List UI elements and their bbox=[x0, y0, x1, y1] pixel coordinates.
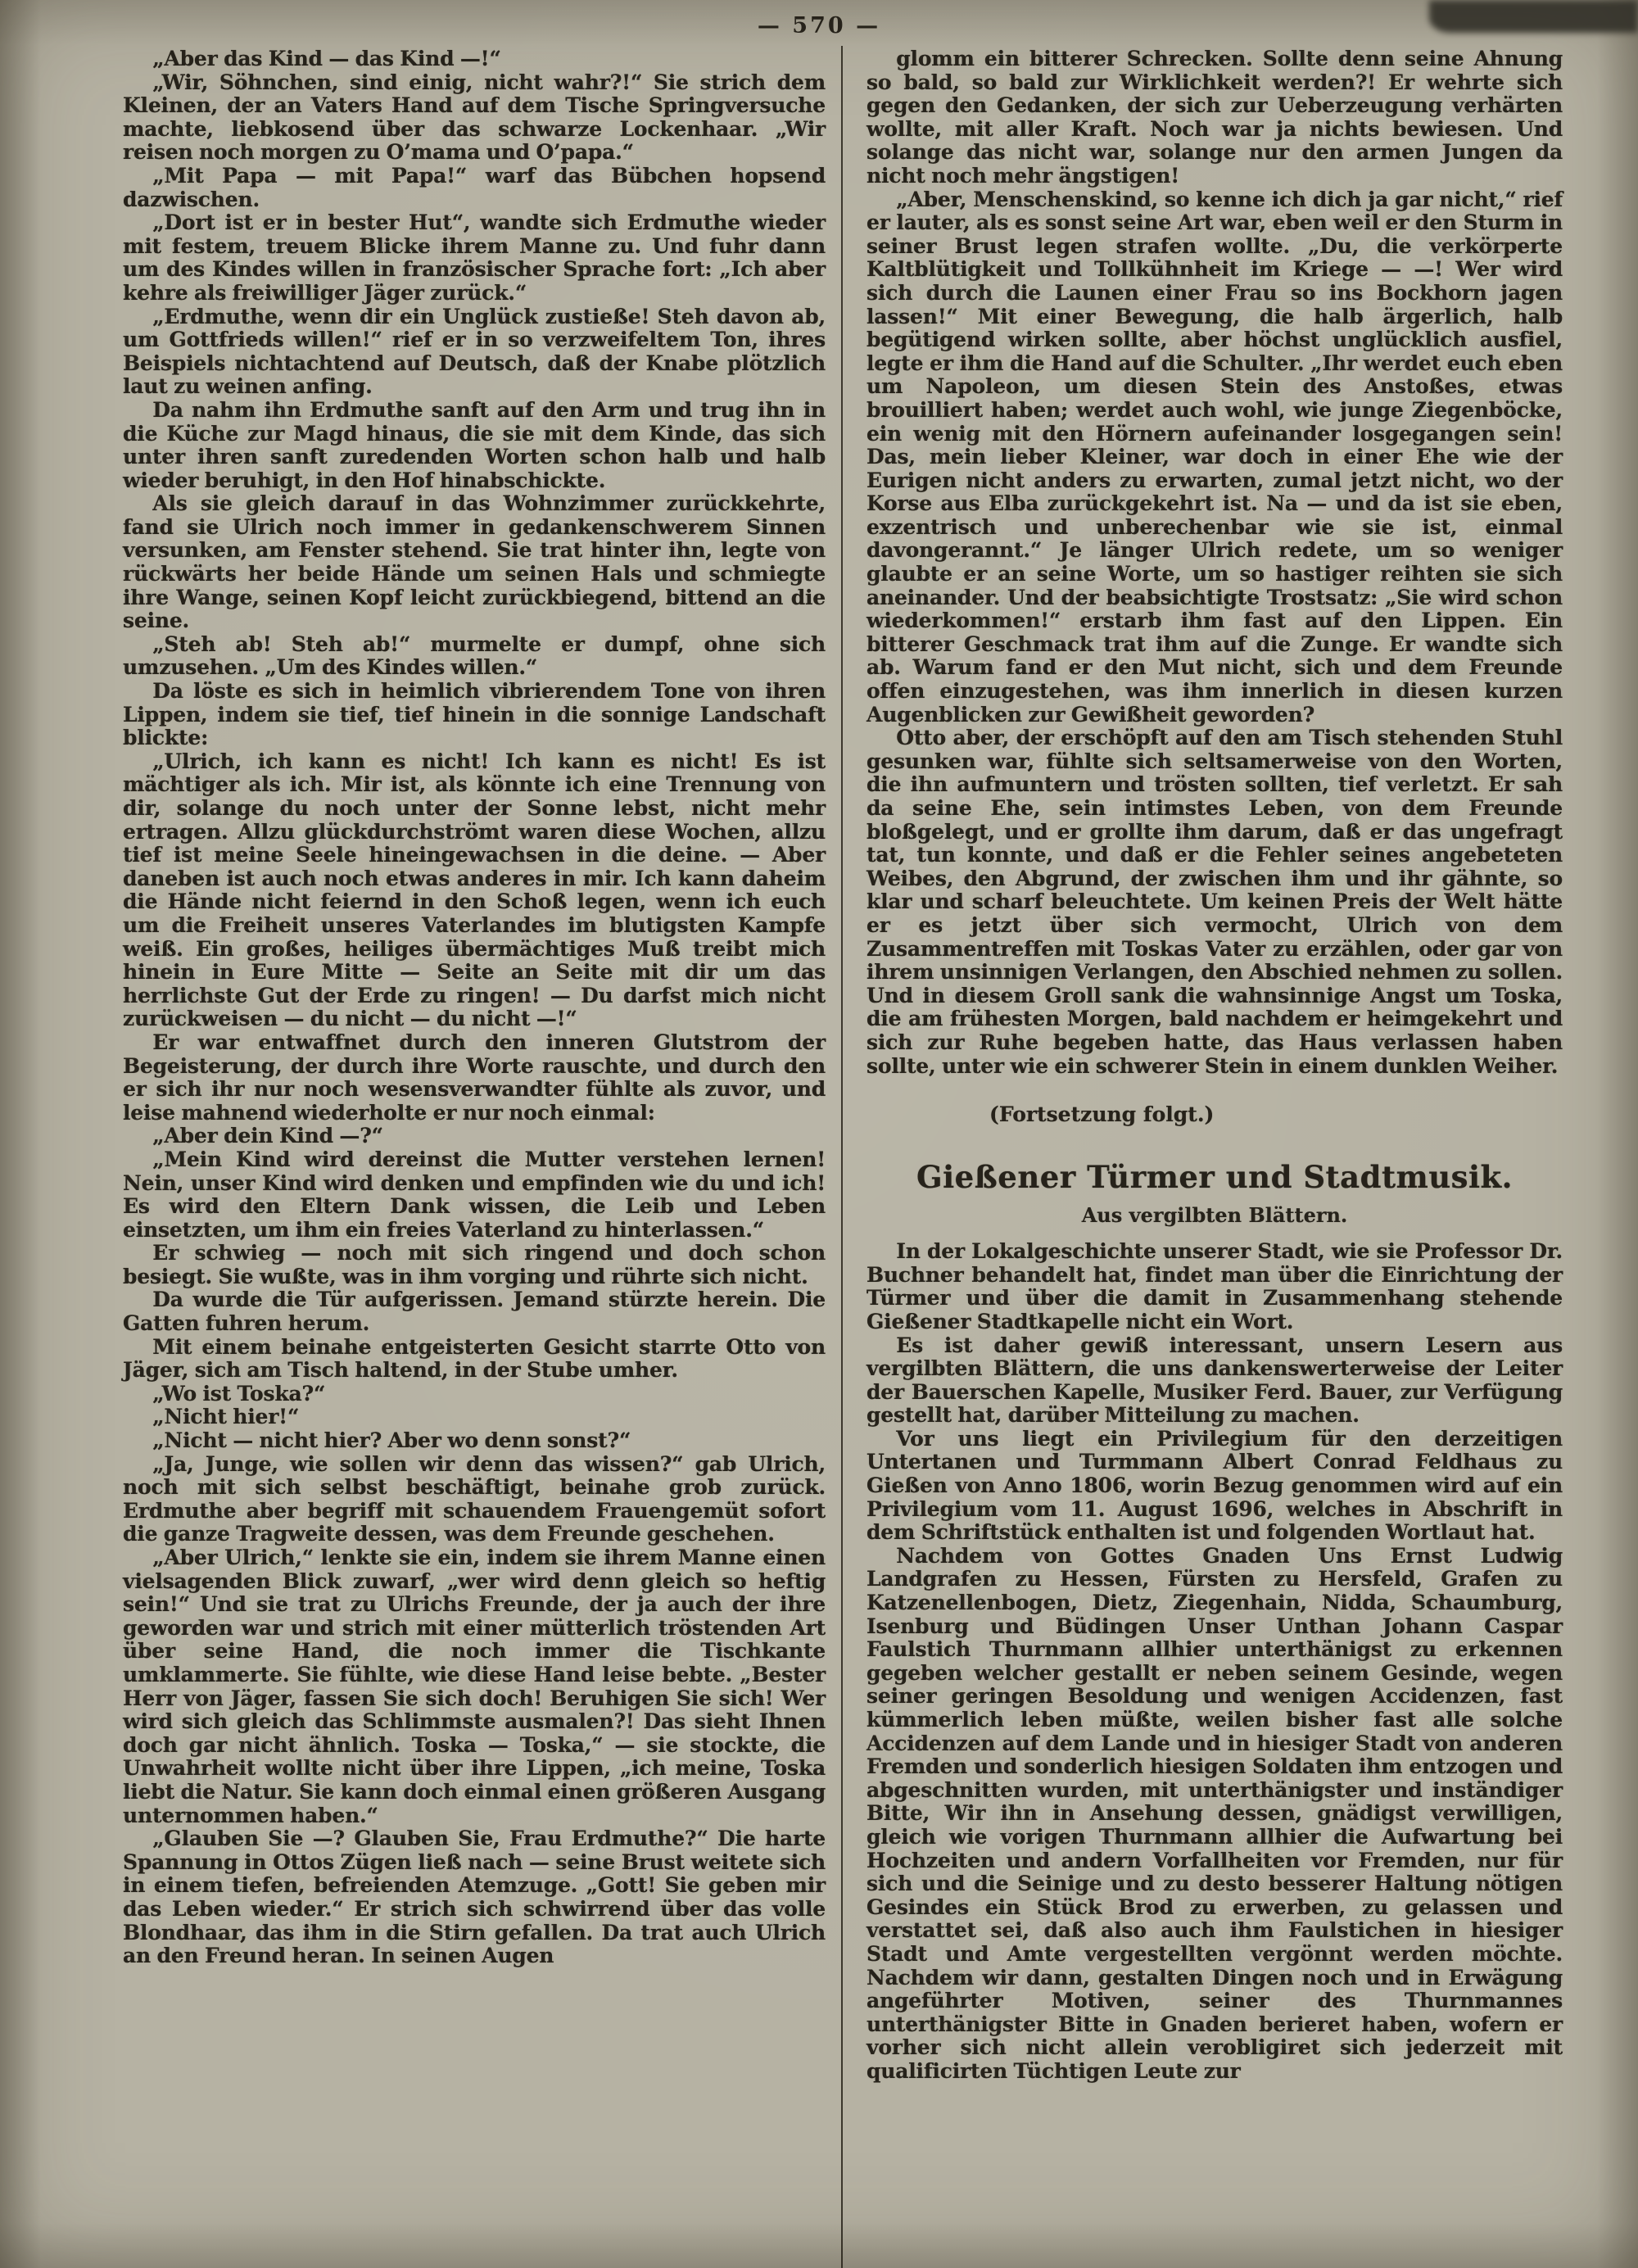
article-body bbox=[867, 1240, 1563, 2083]
paragraph: „Aber dein Kind —?“ bbox=[152, 1124, 383, 1148]
paragraph: Er war entwaffnet durch den inneren Glutstrom der Begeisterung, der durch ihre Worte rauschte, und durch den er sich ihr nur noch wesensverwandter fühlte als zuvor, und leise mahnend wiederholte er nur noch einmal: bbox=[123, 1030, 826, 1125]
paragraph: „Wo ist Toska?“ bbox=[152, 1381, 326, 1406]
paragraph: „Mit Papa — mit Papa!“ warf das Bübchen hopsend dazwischen. bbox=[123, 163, 826, 211]
paragraph: Nachdem von Gottes Gnaden Uns Ernst Ludwig Landgrafen zu Hessen, Fürsten zu Hersfeld, Grafen zu Katzenellenbogen, Dietz, Ziegenhain, Nidda, Schaumburg, Isenburg und Büdingen Unser Unthan Johann Caspar Faulstich Thurnmann allhier unterthänigst zu erkennen gegeben welcher gestallt er neben seinem Gesinde, wegen seiner geringen Besoldung und wenigen Accidenzen, fast kümmerlich leben müßte, weilen bisher fast alle solche Accidenzen auf dem Lande und in hiesiger Stadt von anderen Fremden und sonderlich hiesigen Soldaten ihm entzogen und abgeschnitten wurden, mit unterthänigster und inständiger Bitte, Wir ihn in Ansehung dessen, gnädigst verwilligen, gleich wie vorigen Thurnmann allhier die Aufwartung bei Hochzeiten und andern Vorfallheiten vor Fremden, nur für sich und die Seinige und zu desto besserer Haltung nötigen Gesindes ein Stück Brod zu erwerben, zu gelassen und verstattet sei, daß also auch ihm Faulstichen in hiesiger Stadt und Amte vergestellten vergönnt werden möchte. Nachdem wir dann, gestalten Dingen noch und in Erwägung angeführter Motiven, seiner des Thurnmannes unterthänigster Bitte in Gnaden berieret haben, wofern er vorher sich nicht allein verobligiret sich jederzeit mit qualificirten Tüchtigen Leute zur bbox=[867, 1543, 1563, 2083]
paragraph: „Dort ist er in bester Hut“, wandte sich Erdmuthe wieder mit festem, treuem Blicke ihrem Manne zu. Und fuhr dann um des Kindes willen in französischer Sprache fort: „Ich aber kehre als freiwilliger Jäger zurück.“ bbox=[123, 211, 826, 305]
paragraph: „Aber Ulrich,“ lenkte sie ein, indem sie ihrem Manne einen vielsagenden Blick zuwarf, „wer wird denn gleich so heftig sein!“ Und sie trat zu Ulrichs Freunde, der ja auch der ihre geworden war und strich mit einer mütterlich tröstenden Art über seine Hand, die noch immer die Tischkante umklammerte. Sie fühlte, wie diese Hand leise bebte. „Bester Herr von Jäger, fassen Sie sich doch! Beruhigen Sie sich! Wer wird sich gleich das Schlimmste ausmalen?! Das sieht Ihnen doch gar nicht ähnlich. Toska — Toska,“ — sie stockte, die Unwahrheit wollte nicht über ihre Lippen, „ich meine, Toska liebt die Natur. Sie kann doch einmal einen größeren Ausgang unternommen haben.“ bbox=[123, 1546, 826, 1827]
paragraph: „Glauben Sie —? Glauben Sie, Frau Erdmuthe?“ Die harte Spannung in Ottos Zügen ließ nach — seine Brust weitete sich in einem tiefen, befreienden Atemzuge. „Gott! Sie geben mir das Leben wieder.“ Er strich sich schwirrend über das volle Blondhaar, das ihm in die Stirn gefallen. Da trat auch Ulrich an den Freund heran. In seinen Augen bbox=[123, 1827, 826, 1968]
paragraph: Da löste es sich in heimlich vibrierendem Tone von ihren Lippen, indem sie tief, tief hinein in die sonnige Landschaft blickte: bbox=[123, 679, 826, 750]
paragraph: „Wir, Söhnchen, sind einig, nicht wahr?!“ Sie strich dem Kleinen, der an Vaters Hand auf dem Tische Springversuche machte, liebkosend über das schwarze Lockenhaar. „Wir reisen noch morgen zu O’mama und O’papa.“ bbox=[123, 70, 826, 165]
continuation-notice: (Fortsetzung folgt.) bbox=[989, 1102, 1215, 1127]
paragraph: Vor uns liegt ein Privilegium für den derzeitigen Untertanen und Turmmann Albert Conrad Feldhaus zu Gießen von Anno 1806, worin Bezug genommen wird auf ein Privilegium vom 11. August 1696, welches in Abschrift in dem Schriftstück enthalten ist und folgenden Wortlaut hat. bbox=[867, 1426, 1563, 1545]
article-section bbox=[867, 1159, 1563, 2083]
paragraph: „Nicht — nicht hier? Aber wo denn sonst?“ bbox=[152, 1428, 631, 1453]
page-number: — 570 — bbox=[757, 13, 881, 38]
paragraph: „Aber, Menschenskind, so kenne ich dich ja gar nicht,“ rief er lauter, als es sonst seine Art war, eben weil er den Sturm in seiner Brust legen strafen wollte. „Du, die verkörperte Kaltblütigkeit und Tollkühnheit im Kriege — —! Wer wird sich durch die Launen einer Frau so ins Bockhorn jagen lassen!“ Mit einer Bewegung, die halb ärgerlich, halb begütigend wirken sollte, aber höchst unglücklich ausfiel, legte er ihm die Hand auf die Schulter. „Ihr werdet euch eben um Napoleon, um diesen Stein des Anstoßes, etwas brouilliert haben; werdet auch wohl, wie junge Ziegenböcke, ein wenig mit den Hörnern aufeinander losgegangen sein! Das, mein lieber Kleiner, war doch in einer Ehe wie der Eurigen nicht anders zu erwarten, zumal jetzt nicht, wo der Korse aus Elba zurückgekehrt ist. Na — und da ist sie eben, exzentrisch und unberechenbar wie sie ist, einmal davongerannt.“ Je länger Ulrich redete, um so weniger glaubte er an seine Worte, um so hastiger reihten sie sich aneinander. Und der beabsichtigte Trostsatz: „Sie wird schon wiederkommen!“ erstarb ihm fast auf den Lippen. Ein bitterer Geschmack trat ihm auf die Zunge. Er wandte sich ab. Warum fand er den Mut nicht, sich und dem Freunde offen einzugestehen, was ihm innerlich in diesen kurzen Augenblicken zur Gewißheit geworden? bbox=[867, 187, 1563, 727]
paragraph: „Ja, Junge, wie sollen wir denn das wissen?“ gab Ulrich, noch mit sich selbst beschäftigt, beinahe grob zurück. Erdmuthe aber begriff mit schauendem Frauengemüt sofort die ganze Tragweite dessen, was dem Freunde geschehen. bbox=[123, 1451, 826, 1546]
paragraph: Als sie gleich darauf in das Wohnzimmer zurückkehrte, fand sie Ulrich noch immer in gedankenschwerem Sinnen versunken, am Fenster stehend. Sie trat hinter ihn, legte von rückwärts her beide Hände um seinen Hals und schmiegte ihre Wange, seinen Kopf leicht zurückbiegend, bittend an die seine. bbox=[123, 491, 826, 633]
article-subtitle: Aus vergilbten Blättern. bbox=[1081, 1203, 1348, 1228]
paragraph: Mit einem beinahe entgeisterten Gesicht starrte Otto von Jäger, sich am Tisch haltend, in der Stube umher. bbox=[123, 1334, 826, 1383]
paragraph: „Steh ab! Steh ab!“ murmelte er dumpf, ohne sich umzusehen. „Um des Kindes willen.“ bbox=[123, 632, 826, 680]
paragraph: In der Lokalgeschichte unserer Stadt, wie sie Professor Dr. Buchner behandelt hat, findet man über die Einrichtung der Türmer und über die damit in Zusammenhang stehende Gießener Stadtkapelle nicht ein Wort. bbox=[867, 1239, 1563, 1333]
paragraph: „Nicht hier!“ bbox=[152, 1405, 300, 1429]
right-column bbox=[867, 48, 1563, 2084]
paragraph: „Aber das Kind — das Kind —!“ bbox=[152, 47, 501, 70]
paragraph: Es ist daher gewiß interessant, unsern Lesern aus vergilbten Blättern, die uns dankenswerterweise der Leiter der Bauerschen Kapelle, Musiker Ferd. Bauer, zur Verfügung gestellt hat, darüber Mitteilung zu machen. bbox=[867, 1333, 1563, 1428]
paragraph: Otto aber, der erschöpft auf den am Tisch stehenden Stuhl gesunken war, fühlte sich seltsamerweise von den Worten, die ihn aufmuntern und trösten sollten, tief verletzt. Er sah da seine Ehe, sein intimstes Leben, von dem Freunde bloßgelegt, und er grollte ihm darum, daß er das ungefragt tat, tun konnte, und daß er die Fehler seines angebeteten Weibes, den Abgrund, der zwischen ihm und ihr gähnte, so klar und scharf beleuchtete. Um keinen Preis der Welt hätte er es jetzt über sich vermocht, Ulrich von dem Zusammentreffen mit Toskas Vater zu erzählen, oder gar von ihrem unsinnigen Verlangen, den Abschied nehmen zu sollen. Und in diesem Groll sank die wahnsinnige Angst um Toska, die am frühesten Morgen, bald nachdem er heimgekehrt und sich zur Ruhe begeben hatte, das Haus verlassen haben sollte, unter wie ein schwerer Stein in einem dunklen Weiher. bbox=[867, 726, 1563, 1078]
paragraph: „Ulrich, ich kann es nicht! Ich kann es nicht! Es ist mächtiger als ich. Mir ist, als könnte ich eine Trennung von dir, solange du noch unter der Sonne lebst, nicht mehr ertragen. Allzu glückdurchströmt waren diese Wochen, allzu tief ist meine Seele hineingewachsen in die deine. — Aber daneben ist auch noch etwas anderes in mir. Ich kann daheim die Hände nicht feiernd in den Schoß legen, wenn ich euch um die Freiheit unseres Vaterlandes im blutigsten Kampfe weiß. Ein großes, heiliges übermächtiges Muß treibt mich hinein in Eure Mitte — Seite an Seite mit dir um das herrlichste Gut der Erde zu ringen! — Du darfst mich nicht zurückweisen — du nicht — du nicht —!“ bbox=[123, 749, 826, 1031]
article-title: Gießener Türmer und Stadtmusik. bbox=[916, 1159, 1514, 1196]
paragraph: glomm ein bitterer Schrecken. Sollte denn seine Ahnung so bald, so bald zur Wirklichkeit werden?! Er wehrte sich gegen den Gedanken, der sich zur Ueberzeugung verhärten wollte, mit aller Kraft. Noch war ja nichts bewiesen. Und solange das nicht war, solange nur den armen Jungen da nicht noch mehr ängstigen! bbox=[867, 47, 1563, 188]
novel-right-column-text bbox=[867, 48, 1563, 1078]
paragraph: „Mein Kind wird dereinst die Mutter verstehen lernen! Nein, unser Kind wird denken und empfinden wie du und ich! Es wird den Eltern Dank wissen, die Leib und Leben einsetzten, um ihm ein freies Vaterland zu hinterlassen.“ bbox=[123, 1147, 826, 1242]
paragraph: Da nahm ihn Erdmuthe sanft auf den Arm und trug ihn in die Küche zur Magd hinaus, die sie mit dem Kinde, das sich unter ihren sanft zuredenden Worten schon halb und halb wieder beruhigt, in den Hof hinabschickte. bbox=[123, 397, 826, 492]
paragraph: Da wurde die Tür aufgerissen. Jemand stürzte herein. Die Gatten fuhren herum. bbox=[123, 1288, 826, 1336]
paragraph: „Erdmuthe, wenn dir ein Unglück zustieße! Steh davon ab, um Gottfrieds willen!“ rief er in so verzweifeltem Ton, ihres Beispiels nichtachtend auf Deutsch, daß der Knabe plötzlich laut zu weinen anfing. bbox=[123, 304, 826, 399]
column-divider-rule bbox=[841, 46, 843, 2268]
paragraph: Er schwieg — noch mit sich ringend und doch schon besiegt. Sie wußte, was in ihm vorging und rührte sich nicht. bbox=[123, 1241, 826, 1288]
left-column bbox=[123, 48, 826, 1968]
